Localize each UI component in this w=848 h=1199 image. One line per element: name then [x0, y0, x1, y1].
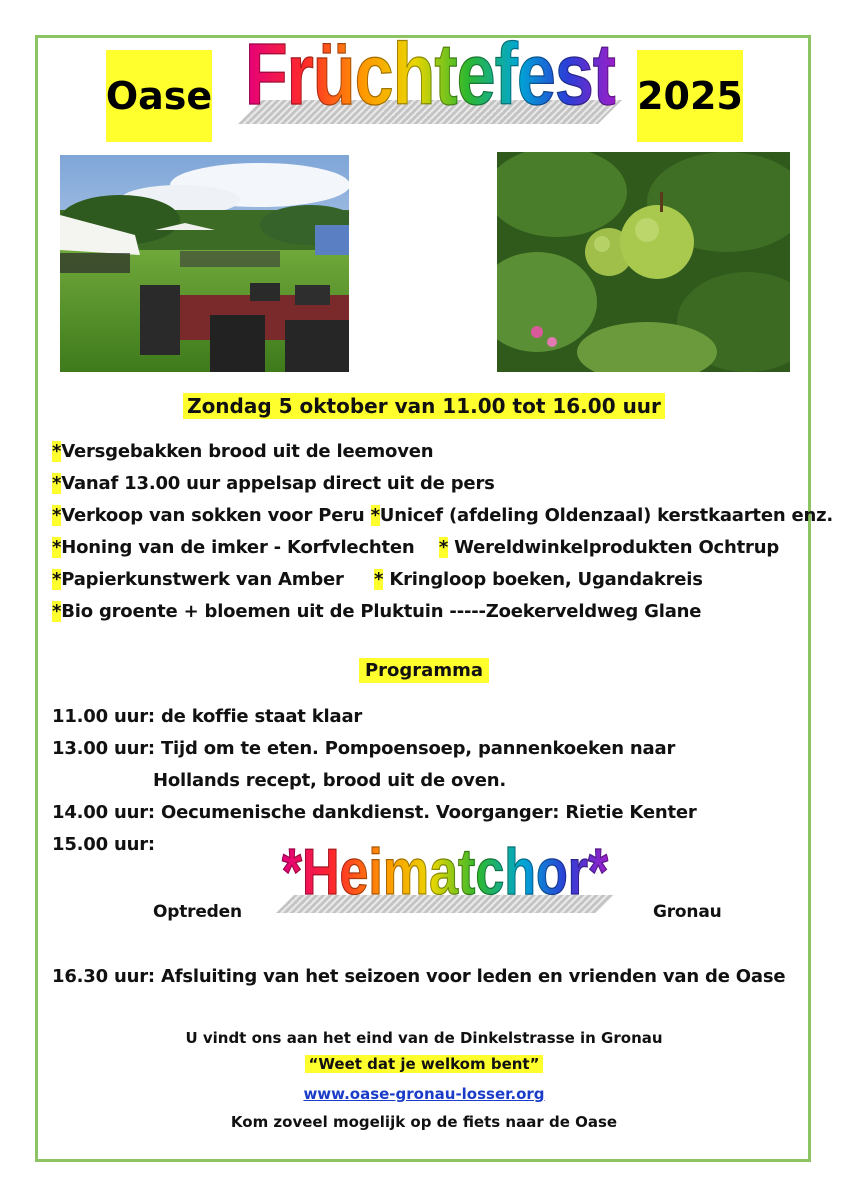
- bullet-star: *: [370, 505, 380, 526]
- program-item-1100: 11.00 uur: de koffie staat klaar: [52, 706, 363, 727]
- bullet-star: *: [52, 569, 62, 590]
- bullet-star: *: [52, 601, 62, 622]
- header-year-box: [637, 50, 743, 142]
- footer-motto-text: “Weet dat je welkom bent”: [305, 1055, 544, 1073]
- bullet-star: *: [52, 537, 62, 558]
- event-date-text: Zondag 5 oktober van 11.00 tot 16.00 uur: [183, 393, 665, 419]
- footer-bike-note: Kom zoveel mogelijk op de fiets naar de Oase: [230, 1113, 618, 1131]
- header-year-label: 2025: [637, 74, 743, 118]
- performance-name-text: *Heimatchor*: [281, 836, 609, 909]
- feature-text: Versgebakken brood uit de leemoven: [61, 441, 434, 462]
- feature-text: Bio groente + bloemen uit de Pluktuin -----Zoekerveldweg Glane: [61, 601, 702, 622]
- feature-text: Honing van de imker - Korfvlechten: [61, 537, 439, 558]
- programma-heading-text: Programma: [359, 658, 489, 683]
- feature-text: Wereldwinkelprodukten Ochtrup: [448, 537, 780, 558]
- feature-text: Kringloop boeken, Ugandakreis: [383, 569, 703, 590]
- footer-address: U vindt ons aan het eind van de Dinkelstrasse in Gronau: [185, 1029, 663, 1047]
- program-item-1300-cont: Hollands recept, brood uit de oven.: [153, 770, 506, 791]
- feature-line: [52, 441, 433, 462]
- page-title: [240, 25, 620, 124]
- apples-photo-image: [497, 152, 790, 372]
- feature-line: [52, 601, 701, 622]
- garden-photo: [60, 155, 349, 372]
- header-oase-label: Oase: [105, 74, 213, 118]
- program-item-1500: 15.00 uur:: [52, 834, 155, 855]
- bullet-star: *: [52, 473, 62, 494]
- feature-line: [52, 569, 703, 590]
- performance-label-left: Optreden: [153, 902, 242, 922]
- page-title-text: Früchtefest: [244, 25, 616, 123]
- feature-text: Verkoop van sokken voor Peru: [61, 505, 371, 526]
- footer-website: [0, 1085, 848, 1103]
- feature-line: [52, 537, 779, 558]
- bullet-star: *: [52, 441, 62, 462]
- header-oase-box: [106, 50, 212, 142]
- feature-line: [52, 473, 495, 494]
- feature-text: Papierkunstwerk van Amber: [61, 569, 375, 590]
- bullet-star: *: [52, 505, 62, 526]
- footer-motto: [0, 1055, 848, 1073]
- performance-label-right: Gronau: [653, 902, 722, 922]
- feature-text: Unicef (afdeling Oldenzaal) kerstkaarten enz.: [379, 505, 834, 526]
- program-item-1630: 16.30 uur: Afsluiting van het seizoen voor leden en vrienden van de Oase: [52, 966, 786, 987]
- apples-photo: [497, 152, 790, 372]
- feature-text: Vanaf 13.00 uur appelsap direct uit de pers: [61, 473, 495, 494]
- program-item-1300: 13.00 uur: Tijd om te eten. Pompoensoep, pannenkoeken naar: [52, 738, 676, 759]
- feature-line: [52, 505, 833, 526]
- event-date-line: [0, 394, 848, 418]
- bullet-star: *: [438, 537, 449, 558]
- bullet-star: *: [374, 569, 384, 590]
- programma-heading: [0, 660, 848, 681]
- website-link[interactable]: www.oase-gronau-losser.org: [303, 1085, 545, 1103]
- garden-photo-image: [60, 155, 349, 372]
- performance-name: [270, 836, 620, 910]
- program-item-1400: 14.00 uur: Oecumenische dankdienst. Voorganger: Rietie Kenter: [52, 802, 697, 823]
